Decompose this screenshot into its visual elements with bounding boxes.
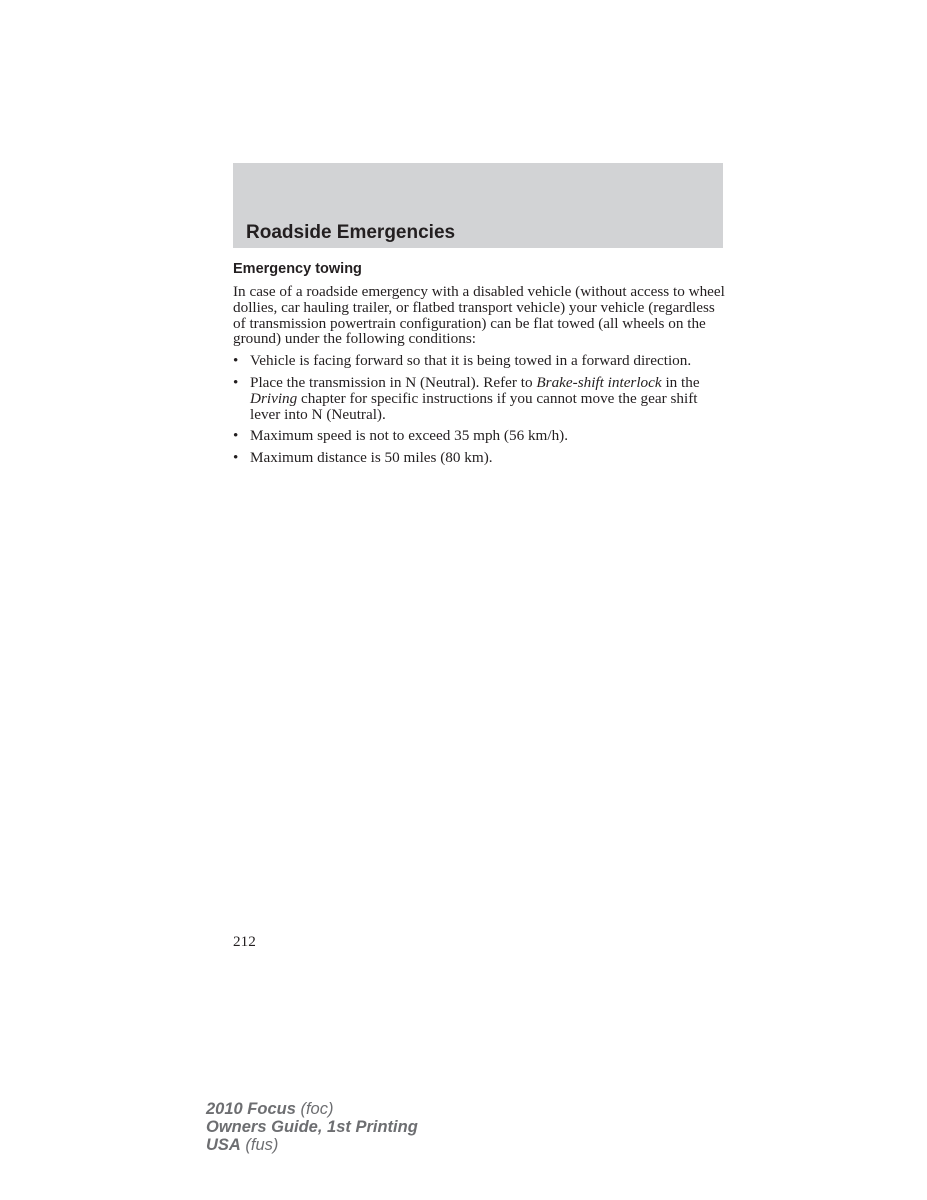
footer-market: USA [206, 1136, 241, 1154]
bullet-text: Vehicle is facing forward so that it is being towed in a forward direction. [250, 352, 692, 370]
list-item [233, 450, 725, 466]
document-footer [206, 1100, 418, 1154]
list-item [233, 353, 725, 369]
page-content [233, 259, 725, 472]
cross-reference: Brake-shift interlock [536, 373, 662, 391]
list-item [233, 375, 725, 422]
chapter-header-band [233, 163, 723, 248]
footer-line-guide [206, 1118, 418, 1136]
bullet-icon: • [233, 427, 239, 445]
footer-model: 2010 Focus [206, 1100, 296, 1118]
footer-model-code: (foc) [295, 1100, 334, 1118]
intro-paragraph: In case of a roadside emergency with a disabled vehicle (without access to wheel dollies, car hauling trailer, or flatbed transport vehicle) your vehicle (regardless of transmission powertrain configuration) can be flat towed (all wheels on the ground) under the following conditions: [233, 283, 725, 348]
bullet-text: Maximum distance is 50 miles (80 km). [250, 449, 493, 467]
bullet-text-part: Place the transmission in N (Neutral). Refer to [250, 373, 537, 391]
footer-guide: Owners Guide, 1st Printing [206, 1118, 418, 1136]
list-item [233, 428, 725, 444]
bullet-text-part: in the [661, 373, 700, 391]
section-heading: Emergency towing [233, 261, 362, 277]
bullet-icon: • [233, 352, 239, 370]
bullet-icon: • [233, 449, 239, 467]
footer-line-market [206, 1136, 418, 1154]
page-number: 212 [233, 933, 256, 950]
bullet-icon: • [233, 373, 239, 391]
footer-market-code: (fus) [240, 1136, 279, 1154]
conditions-list [233, 353, 725, 466]
chapter-reference: Driving [250, 389, 298, 407]
bullet-text-part: chapter for specific instructions if you cannot move the gear shift lever into N (Neutral). [250, 389, 698, 423]
footer-line-model [206, 1100, 418, 1118]
chapter-title: Roadside Emergencies [246, 222, 456, 243]
bullet-text: Maximum speed is not to exceed 35 mph (56 km/h). [250, 427, 569, 445]
